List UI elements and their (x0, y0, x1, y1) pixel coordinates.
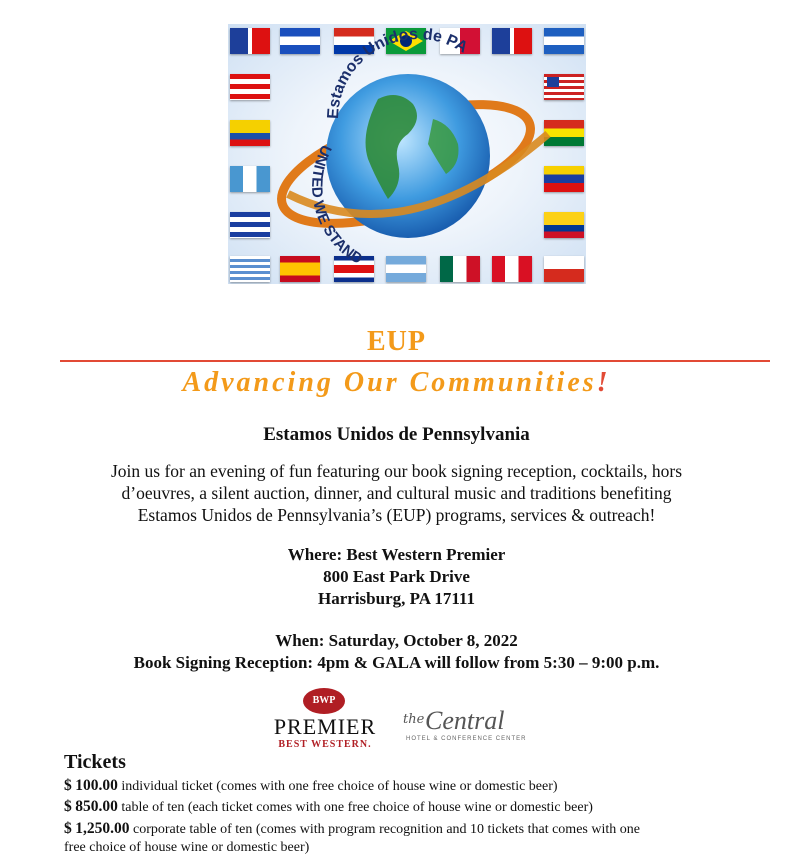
ticket-item (64, 820, 764, 857)
when-block (0, 630, 793, 674)
tagline-text: Advancing Our Communities (182, 367, 597, 398)
globe-icon (228, 24, 586, 284)
ticket-price: 1,250.00 (75, 820, 130, 837)
ticket-desc: corporate table of ten (comes with program recognition and 10 tickets that comes with one (133, 822, 640, 837)
when-schedule: Book Signing Reception: 4pm & GALA will follow from 5:30 – 9:00 p.m. (133, 653, 660, 672)
org-name: Estamos Unidos de Pennsylvania (263, 424, 530, 445)
ticket-item (64, 798, 764, 817)
where-street: 800 East Park Drive (323, 567, 470, 586)
where-block (0, 544, 793, 610)
intro-paragraph (0, 460, 793, 526)
intro-line: Estamos Unidos de Pennsylvania’s (EUP) programs, services & outreach! (137, 505, 656, 525)
where-venue: Where: Best Western Premier (287, 545, 506, 564)
bwp-premier-text: PREMIER (273, 714, 377, 739)
tagline-exclamation: ! (596, 367, 611, 398)
bwp-best-western-text: BEST WESTERN. (278, 739, 372, 750)
page-title: EUP (367, 326, 426, 357)
when-date: When: Saturday, October 8, 2022 (275, 631, 518, 650)
ticket-desc-continued: free choice of house wine or domestic beer) (64, 840, 310, 855)
ticket-item (64, 777, 764, 796)
best-western-logo (270, 688, 380, 754)
central-subtitle: HOTEL & CONFERENCE CENTER (406, 736, 527, 742)
banner-arc-bottom-text: UNITED WE STAND (307, 142, 366, 268)
ticket-desc: table of ten (each ticket comes with one free choice of house wine or domestic beer) (121, 800, 593, 815)
the-central-logo (403, 706, 543, 746)
ticket-price: 100.00 (75, 777, 118, 794)
banner-image (228, 24, 586, 284)
ticket-currency: $ (64, 820, 72, 837)
ticket-price: 850.00 (75, 798, 118, 815)
bwp-badge: BWP (303, 688, 345, 714)
ticket-desc: individual ticket (comes with one free choice of house wine or domestic beer) (121, 779, 558, 794)
banner-arc-top-text: Estamos Unidos de PA (324, 25, 471, 120)
intro-line: Join us for an evening of fun featuring our book signing reception, cocktails, hors (110, 461, 683, 481)
intro-line: d’oeuvres, a silent auction, dinner, and cultural music and traditions benefiting (121, 483, 672, 503)
ticket-currency: $ (64, 798, 72, 815)
where-city: Harrisburg, PA 17111 (318, 589, 475, 608)
central-prefix: the (403, 712, 425, 727)
divider (60, 360, 770, 362)
tickets-heading: Tickets (64, 751, 126, 773)
central-name: Central (425, 706, 505, 735)
ticket-currency: $ (64, 777, 72, 794)
tagline (0, 367, 793, 399)
